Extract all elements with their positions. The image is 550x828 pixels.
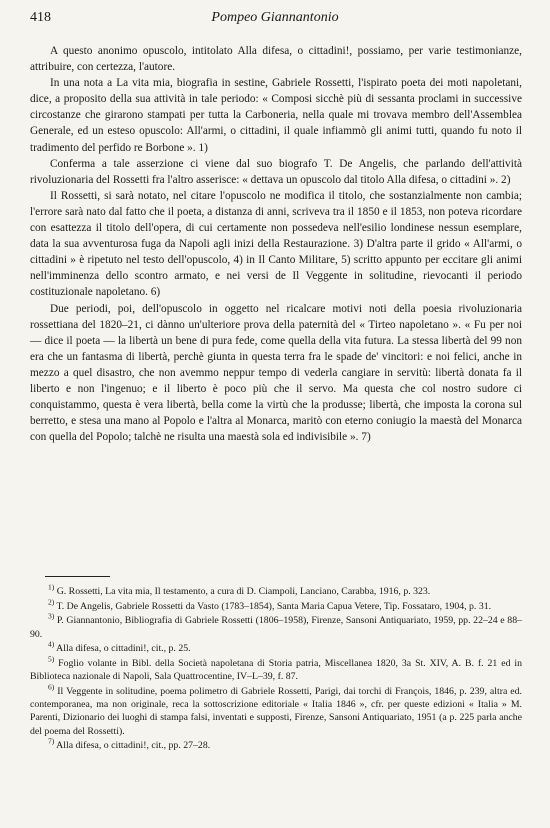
paragraph: In una nota a La vita mia, biografia in sestine, Gabriele Rossetti, l'ispirato poeta dei moti napoletani, dice, a proposito della sua attività in tale periodo: « Composi sicchè più di sessanta proclami in successive circostanze che girarono stampati per tutta la Carboneria, nella quale mi trovava membro dell'Assemblea Generale, ed un esteso opuscolo: All'armi, o cittadini, il quale infiammò gli animi tutti, quando fu noto il tradimento del perfido re Borbone ». 1) [30, 77, 522, 154]
footnote-text: P. Giannantonio, Bibliografia di Gabriele Rossetti (1806–1958), Firenze, Sansoni Antiquariato, 1959, pp. 22–24 e 88–90. [30, 615, 523, 640]
footnote [30, 682, 522, 738]
footnote-number: 5) [48, 654, 55, 664]
footnote-number: 1) [48, 582, 55, 592]
footnote [30, 736, 522, 752]
footnote [30, 582, 522, 598]
footnote-number: 3) [48, 612, 55, 622]
footnote-number: 6) [48, 682, 55, 692]
footnote [30, 642, 522, 655]
footnote-text: T. De Angelis, Gabriele Rossetti da Vasto (1783–1854), Santa Maria Capua Vetere, Tip. Fossataro, 1904, p. 31. [56, 600, 492, 612]
running-title: Pompeo Giannantonio [211, 10, 339, 25]
footnote-text: Alla difesa, o cittadini!, cit., p. 25. [56, 643, 191, 655]
page-header [30, 10, 520, 30]
footnote-number: 4) [48, 640, 55, 650]
paragraph: Il Rossetti, si sarà notato, nel citare l'opuscolo ne modifica il titolo, che sostanzialmente non cambia; l'errore sarà nato dal fatto che il poeta, a distanza di anni, scriveva tra il 1850 e il 1853, non poteva ricordare con esattezza il titolo dell'opera, di cui certamente non possedeva nell'esilio londinese nessun esemplare, data la sua avventurosa fuga da Napoli agli inizi della Restaurazione. 3) D'altra parte il grido « All'armi, o cittadini » è ripetuto nel testo dell'opuscolo, 4) in Il Canto Militare, 5) scritto appunto per eccitare gli animi nell'imminenza dello scontro armato, e nei versi de Il Veggente in solitudine, rievocanti il periodo costituzionale napoletano. 6) [30, 189, 522, 299]
footnote-text: Il Veggente in solitudine, poema polimetro di Gabriele Rossetti, Parigi, dai torchi di François, 1846, p. 239, altra ed. contemporanea, ma non originale, reca la sottoscrizione editoriale « Italia 1846 », cfr. per queste edizioni « Italia » M. Parenti, Dizionario dei luoghi di stampa falsi, inventati e supposti, Firenze, Sansoni Antiquariato, 1951 (a p. 225 parla anche del poema del Rossetti). [30, 685, 522, 737]
footnote [30, 597, 522, 613]
footnote-text: Foglio volante in Bibl. della Società napoletana di Storia patria, Miscellanea 1820, 3a St. XIV, A. B. f. 21 ed in Biblioteca nazionale di Napoli, Sala Quattrocentine, IV–L–39, f. 87. [30, 658, 522, 683]
footnote-text: Alla difesa, o cittadini!, cit., pp. 27–28. [56, 740, 211, 752]
paragraph: Due periodi, poi, dell'opuscolo in oggetto nel ricalcare motivi noti della poesia rivoluzionaria rossettiana del 1820–21, ci dànno un'ulteriore prova della paternità del « Tirteo napoletano ». « Fu per noi — dice il poeta — la libertà un bene di pura fede, come quella della vita futura. La stessa libertà del 99 non era che un fantasma di libertà, perchè giunta in questa terra fra le spade de' vincitori: e noi felici, anche in mezzo a quel disastro, che non avemmo neppur tempo di vederla cangiare in servitù: libertà donata fa il liberto e non l'ingenuo; e il liberto è poco più che il servo. Ma questa che col nostro sudore ci conquistammo, questa è vera libertà, bella come la virtù che la produsse; libertà, che imposta la corona sul berretto, e stesa una mano al Popolo e l'altra al Monarca, maritò con eterno coniugio la maestà del Monarca con quella del Popolo; talchè ne risulta una maestà sola ed indivisibile ». 7) [30, 302, 522, 444]
footnote [30, 654, 522, 683]
body-text [30, 43, 522, 445]
footnote-separator [45, 576, 110, 577]
paragraph: A questo anonimo opuscolo, intitolato Alla difesa, o cittadini!, possiamo, per varie testimonianze, attribuire, con certezza, l'autore. [30, 45, 522, 74]
page-number: 418 [30, 10, 51, 25]
footnote-number: 2) [48, 597, 55, 607]
paragraph: Conferma a tale asserzione ci viene dal suo biografo T. De Angelis, che parlando dell'attività rivoluzionaria del Rossetti fra l'altro asserisce: « dettava un opuscolo dal titolo Alla difesa, o cittadini ». 2) [30, 157, 522, 186]
footnote [30, 614, 522, 640]
footnote-text: G. Rossetti, La vita mia, Il testamento, a cura di D. Ciampoli, Lanciano, Carabba, 1916, p. 323. [56, 586, 431, 597]
footnotes [30, 582, 523, 754]
footnote-number: 7) [48, 736, 55, 746]
